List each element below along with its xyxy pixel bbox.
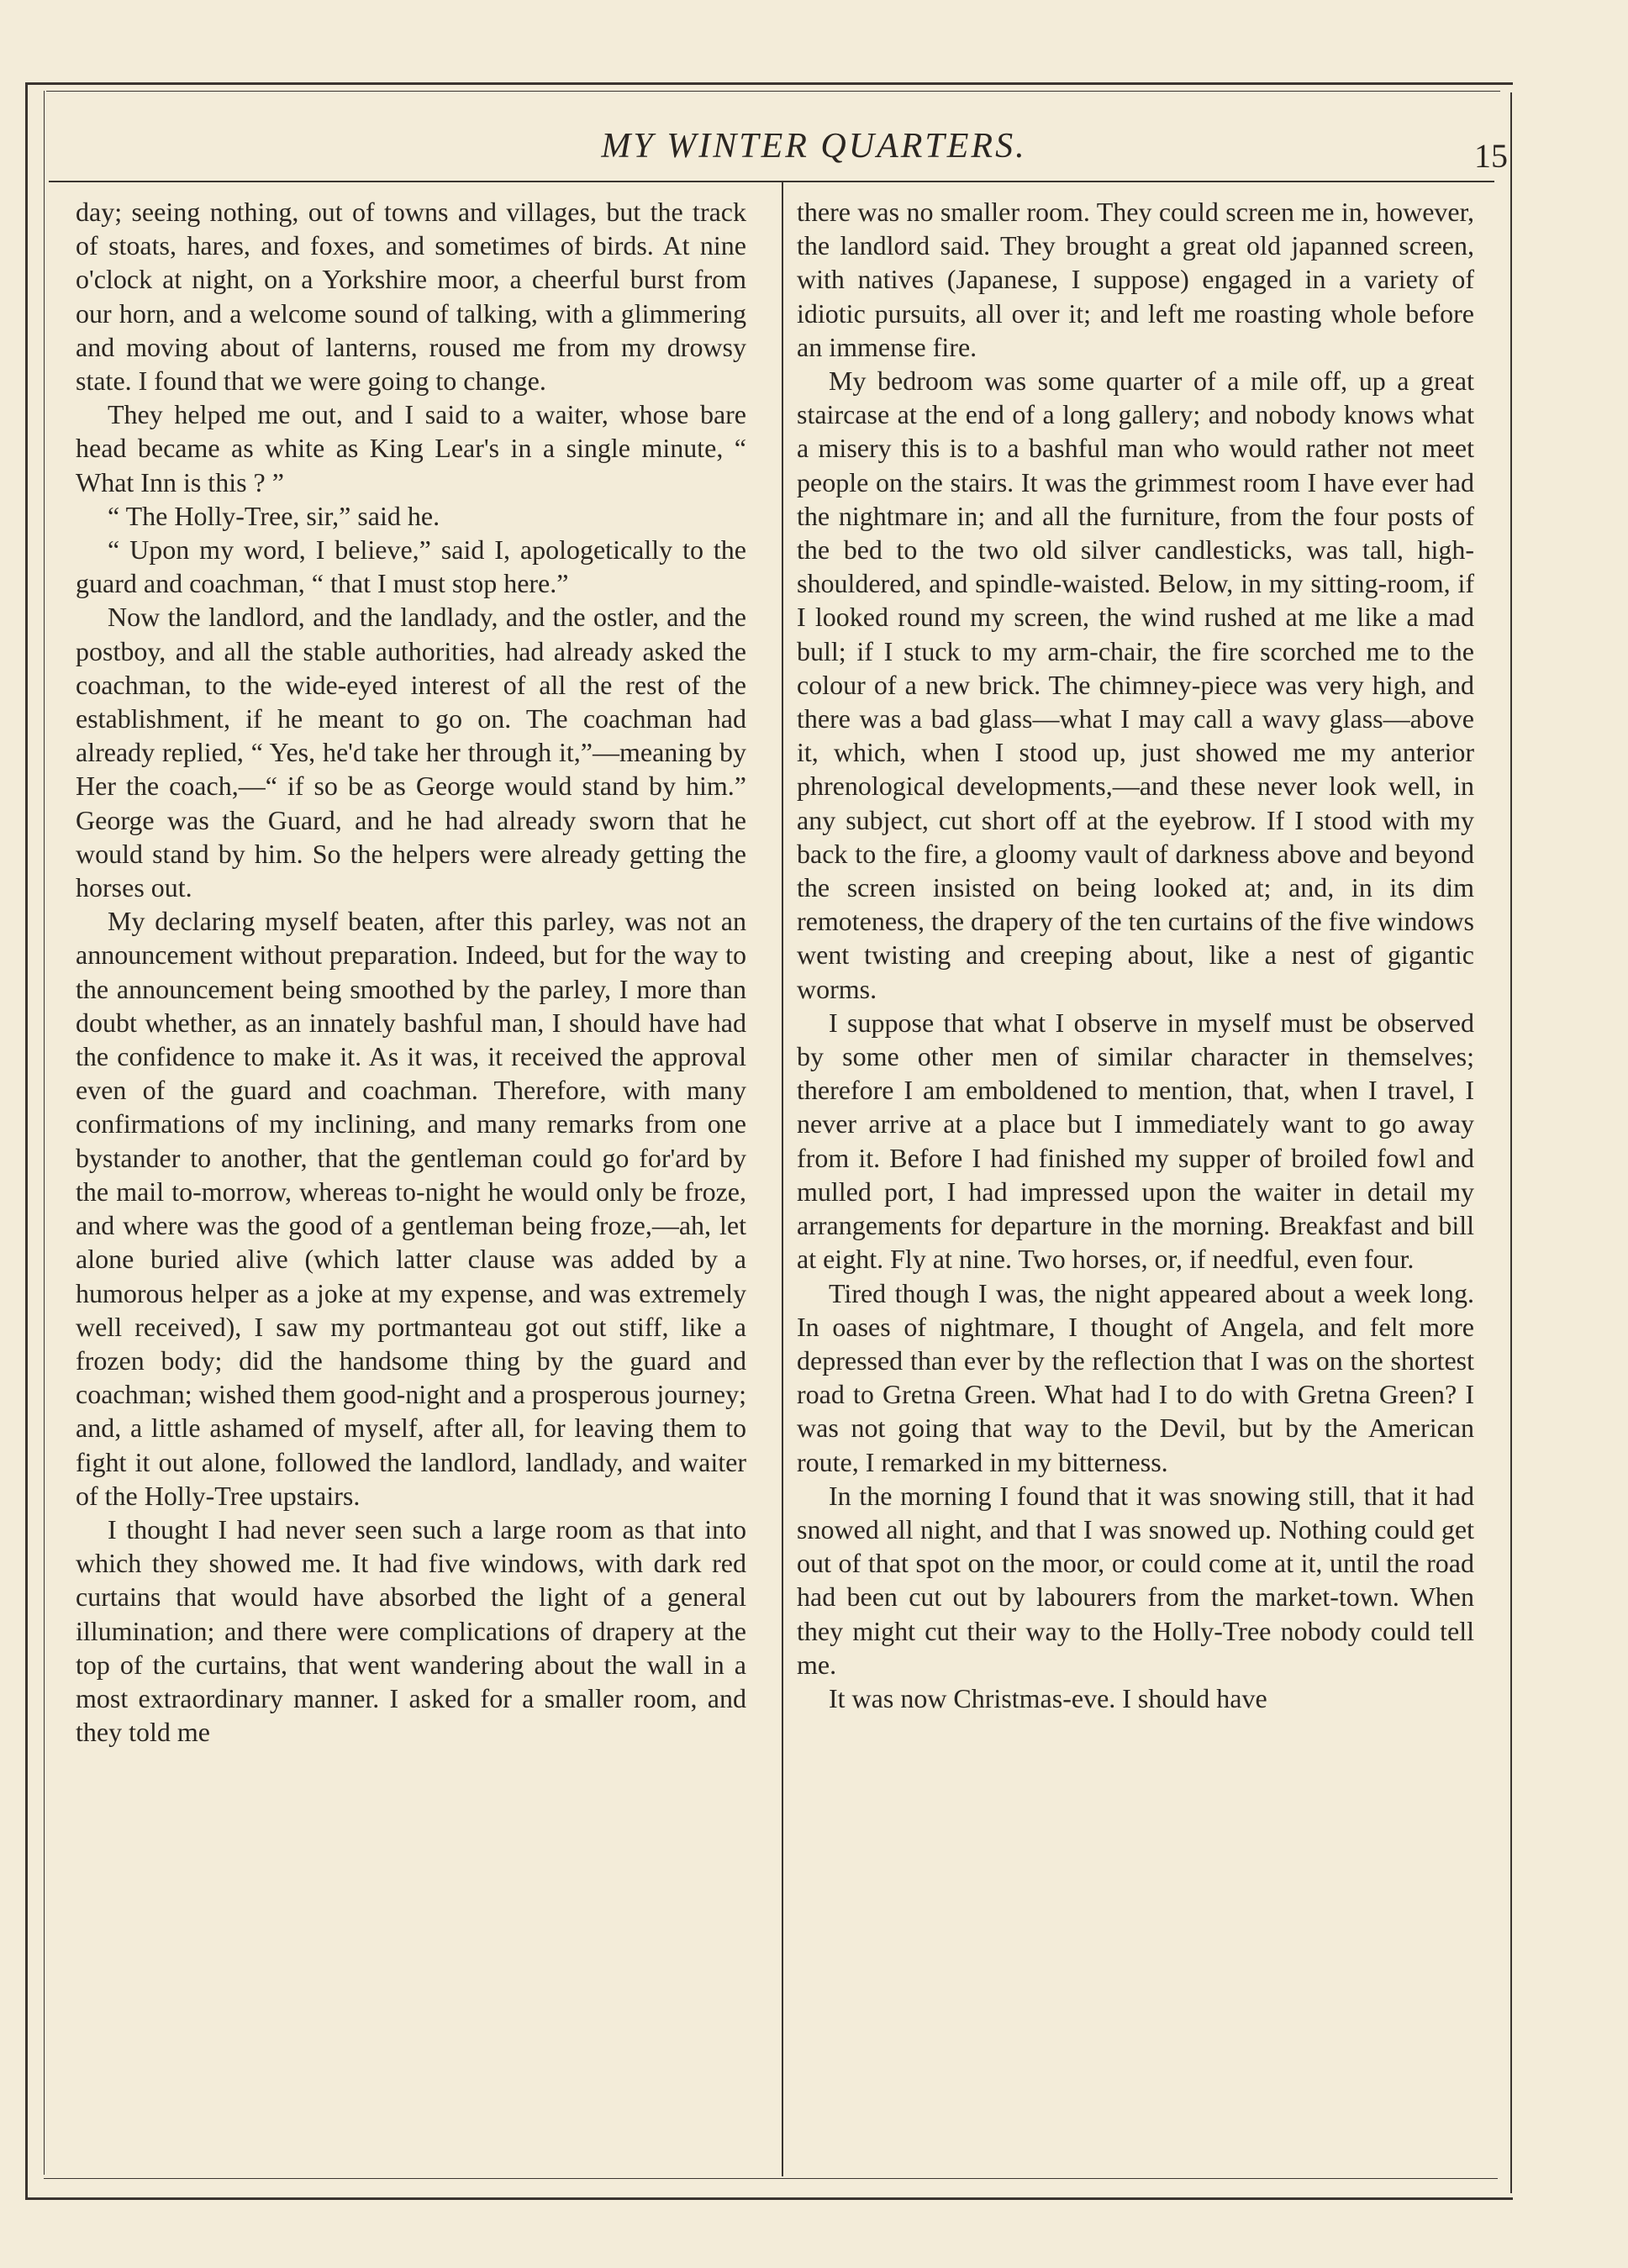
paragraph: My bedroom was some quarter of a mile off, up a great staircase at the end of a long gallery; and nobody knows what a misery this is to a bashful man who would rather not meet people on the stairs. It was the grimmest room I have ever had the nightmare in; and all the furniture, from the four posts of the bed to the two old silver candlesticks, was tall, high-shouldered, and spindle-waisted. Below, in my sitting-room, if I looked round my screen, the wind rushed at me like a mad bull; if I stuck to my arm-chair, the fire scorched me to the colour of a new brick. The chimney-piece was very high, and there was a bad glass—what I may call a wavy glass—above it, which, when I stood up, just showed me my anterior phrenological developments,—and these never look well, in any subject, cut short off at the eyebrow. If I stood with my back to the fire, a gloomy vault of darkness above and beyond the screen insisted on being looked at; and, in its dim remoteness, the drapery of the ten curtains of the five windows went twisting and creeping about, like a nest of gigantic worms.	[797, 366, 1474, 1004]
header-rule	[49, 181, 1494, 182]
frame-bottom-inner-rule	[44, 2178, 1498, 2179]
paragraph: “ Upon my word, I believe,” said I, apologetically to the guard and coachman, “ that I must stop here.”	[76, 534, 746, 599]
paragraph: I suppose that what I observe in myself must be observed by some other men of similar character in themselves; therefore I am emboldened to mention, that, when I travel, I never arrive at a place but I immediately want to go away from it. Before I had finished my supper of broiled fowl and mulled port, I had impressed upon the waiter in detail my arrangements for departure in the morning. Breakfast and bill at eight. Fly at nine. Two horses, or, if needful, even four.	[797, 1007, 1474, 1275]
frame-top-inner-rule	[46, 91, 1500, 92]
paragraph: I thought I had never seen such a large room as that into which they showed me. It had five windows, with dark red curtains that would have absorbed the light of a general illumination; and there were complications of drapery at the top of the curtains, that went wandering about the wall in a most extraordinary manner. I asked for a smaller room, and they told me	[76, 1513, 746, 1748]
paragraph: It was now Christmas-eve. I should have	[829, 1682, 1267, 1713]
page-number: 15	[1474, 137, 1508, 175]
column-divider	[782, 181, 783, 2176]
paragraph: Now the landlord, and the landlady, and the ostler, and the postboy, and all the stable authorities, had already asked the coachman, to the wide-eyed interest of all the rest of the establishment, if he meant to go on. The coachman had already replied, “ Yes, he'd take her through it,”—meaning by Her the coach,—“ if so be as George would stand by him.” George was the Guard, and he had already sworn that he would stand by him. So the helpers were already getting the horses out.	[76, 602, 746, 903]
paragraph: My declaring myself beaten, after this parley, was not an announcement without preparation. Indeed, but for the way to the announcement being smoothed by the parley, I more than doubt whether, as an innately bashful man, I should have had the confidence to make it. As it was, it received the approval even of the guard and coachman. Therefore, with many confirmations of my inclining, and many remarks from one bystander to another, that the gentleman could go for'ard by the mail to-morrow, whereas to-night he would only be froze, and where was the good of a gentleman being froze,—ah, let alone buried alive (which latter clause was added by a humorous helper as a joke at my expense, and was extremely well received), I saw my portmanteau got out stiff, like a frozen body; did the handsome thing by the guard and coachman; wished them good-night and a prosperous journey; and, a little ashamed of myself, after all, for leaving them to fight it out alone, followed the landlord, landlady, and waiter of the Holly-Tree upstairs.	[76, 906, 746, 1511]
paragraph: day; seeing nothing, out of towns and villages, but the track of stoats, hares, and foxes, and sometimes of birds. At nine o'clock at night, on a Yorkshire moor, a cheerful burst from our horn, and a welcome sound of talking, with a glimmering and moving about of lanterns, roused me from my drowsy state. I found that we were going to change.	[76, 197, 746, 397]
frame-bottom-rule	[25, 2197, 1513, 2200]
frame-left-rule	[25, 82, 28, 2200]
frame-left-inner-rule	[44, 91, 45, 2175]
paragraph: Tired though I was, the night appeared about a week long. In oases of nightmare, I thought of Angela, and felt more depressed than ever by the reflection that I was on the shortest road to Gretna Green. What had I to do with Gretna Green? I was not going that way to the Devil, but by the American route, I remarked in my bitterness.	[797, 1277, 1474, 1477]
frame-top-rule	[25, 82, 1513, 85]
right-column	[797, 195, 1474, 1715]
paragraph: “ The Holly-Tree, sir,” said he.	[108, 500, 440, 531]
running-header: MY WINTER QUARTERS.	[601, 127, 1027, 166]
paragraph: In the morning I found that it was snowing still, that it had snowed all night, and that I was snowed up. Nothing could get out of that spot on the moor, or could come at it, until the road had been cut out by labourers from the market-town. When they might cut their way to the Holly-Tree nobody could tell me.	[797, 1480, 1474, 1680]
paragraph: there was no smaller room. They could screen me in, however, the landlord said. They brought a great old japanned screen, with natives (Japanese, I suppose) engaged in a variety of idiotic pursuits, all over it; and left me roasting whole before an immense fire.	[797, 197, 1474, 362]
frame-right-rule	[1510, 92, 1512, 2193]
left-column	[76, 195, 746, 1749]
paragraph: They helped me out, and I said to a waiter, whose bare head became as white as King Lear's in a single minute, “ What Inn is this ? ”	[76, 399, 746, 497]
